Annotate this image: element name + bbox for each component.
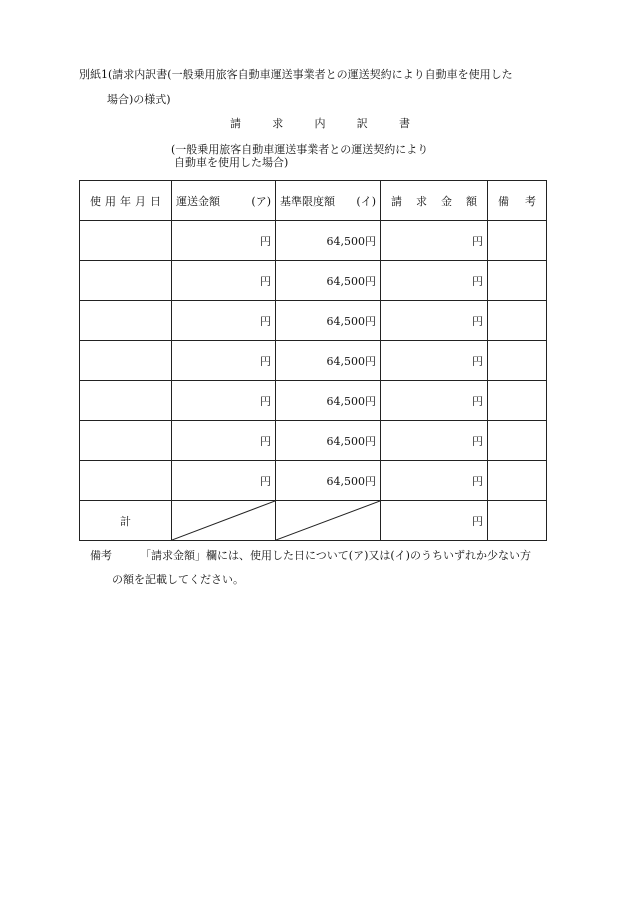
document-title bbox=[230, 117, 410, 131]
title-char: 書 bbox=[399, 117, 410, 130]
table-header-row bbox=[80, 181, 547, 221]
title-char: 請 bbox=[230, 117, 241, 130]
header-fare-amount: 運送金額 (ア) bbox=[172, 181, 276, 221]
title-char: 内 bbox=[314, 117, 326, 130]
header-usage-date: 使 用 年 月 日 bbox=[80, 181, 172, 221]
cell-note[interactable] bbox=[488, 341, 547, 381]
cell-claim[interactable]: 円 bbox=[381, 381, 488, 421]
cell-claim[interactable]: 円 bbox=[381, 301, 488, 341]
table-row bbox=[80, 341, 547, 381]
header-claim-amount: 請 求 金 額 bbox=[381, 181, 488, 221]
cell-claim[interactable]: 円 bbox=[381, 221, 488, 261]
cell-note[interactable] bbox=[488, 421, 547, 461]
cell-limit: 64,500円 bbox=[276, 461, 381, 501]
cell-fare[interactable]: 円 bbox=[172, 221, 276, 261]
table-row bbox=[80, 381, 547, 421]
title-char: 求 bbox=[272, 117, 284, 130]
diagonal-line bbox=[172, 501, 275, 540]
document-subtitle-line1: (一般乗用旅客自動車運送事業者との運送契約により bbox=[171, 143, 429, 156]
cell-claim[interactable]: 円 bbox=[381, 421, 488, 461]
cell-fare[interactable]: 円 bbox=[172, 341, 276, 381]
form-caption-line1: 別紙1(請求内訳書(一般乗用旅客自動車運送事業者との運送契約により自動車を使用した bbox=[79, 68, 513, 81]
cell-fare[interactable]: 円 bbox=[172, 421, 276, 461]
cell-date[interactable] bbox=[80, 261, 172, 301]
title-char: 訳 bbox=[356, 117, 368, 130]
cell-claim[interactable]: 円 bbox=[381, 461, 488, 501]
cell-note[interactable] bbox=[488, 301, 547, 341]
cell-fare[interactable]: 円 bbox=[172, 301, 276, 341]
cell-date[interactable] bbox=[80, 341, 172, 381]
table-row bbox=[80, 221, 547, 261]
cell-limit: 64,500円 bbox=[276, 301, 381, 341]
cell-note[interactable] bbox=[488, 261, 547, 301]
cell-claim[interactable]: 円 bbox=[381, 261, 488, 301]
table-row bbox=[80, 461, 547, 501]
diagonal-line bbox=[276, 501, 380, 540]
total-label: 計 bbox=[80, 501, 172, 541]
document-subtitle-line2: 自動車を使用した場合) bbox=[174, 156, 289, 169]
cell-date[interactable] bbox=[80, 221, 172, 261]
header-limit-amount: 基準限度額 (イ) bbox=[276, 181, 381, 221]
form-caption-line2: 場合)の様式) bbox=[107, 93, 171, 106]
cell-note[interactable] bbox=[488, 221, 547, 261]
cell-fare[interactable]: 円 bbox=[172, 381, 276, 421]
cell-note[interactable] bbox=[488, 381, 547, 421]
total-fare-crossed-out bbox=[172, 501, 276, 541]
cell-date[interactable] bbox=[80, 461, 172, 501]
cell-limit: 64,500円 bbox=[276, 261, 381, 301]
total-row bbox=[80, 501, 547, 541]
cell-note[interactable] bbox=[488, 461, 547, 501]
cell-fare[interactable]: 円 bbox=[172, 261, 276, 301]
remarks-line1 bbox=[90, 549, 531, 563]
cell-date[interactable] bbox=[80, 301, 172, 341]
header-remarks: 備 考 bbox=[488, 181, 547, 221]
total-limit-crossed-out bbox=[276, 501, 381, 541]
cell-limit: 64,500円 bbox=[276, 381, 381, 421]
table-row bbox=[80, 301, 547, 341]
table-row bbox=[80, 261, 547, 301]
cell-date[interactable] bbox=[80, 421, 172, 461]
cell-limit: 64,500円 bbox=[276, 341, 381, 381]
cell-limit: 64,500円 bbox=[276, 221, 381, 261]
table-row bbox=[80, 421, 547, 461]
claims-breakdown-table bbox=[79, 180, 547, 541]
remarks-text: 「請求金額」欄には、使用した日について(ア)又は(イ)のうちいずれか少ない方 bbox=[140, 549, 531, 562]
remarks-label: 備考 bbox=[90, 549, 112, 562]
cell-limit: 64,500円 bbox=[276, 421, 381, 461]
cell-fare[interactable]: 円 bbox=[172, 461, 276, 501]
remarks-line2: の額を記載してください。 bbox=[112, 573, 244, 586]
cell-date[interactable] bbox=[80, 381, 172, 421]
cell-claim[interactable]: 円 bbox=[381, 341, 488, 381]
total-note[interactable] bbox=[488, 501, 547, 541]
total-claim[interactable]: 円 bbox=[381, 501, 488, 541]
